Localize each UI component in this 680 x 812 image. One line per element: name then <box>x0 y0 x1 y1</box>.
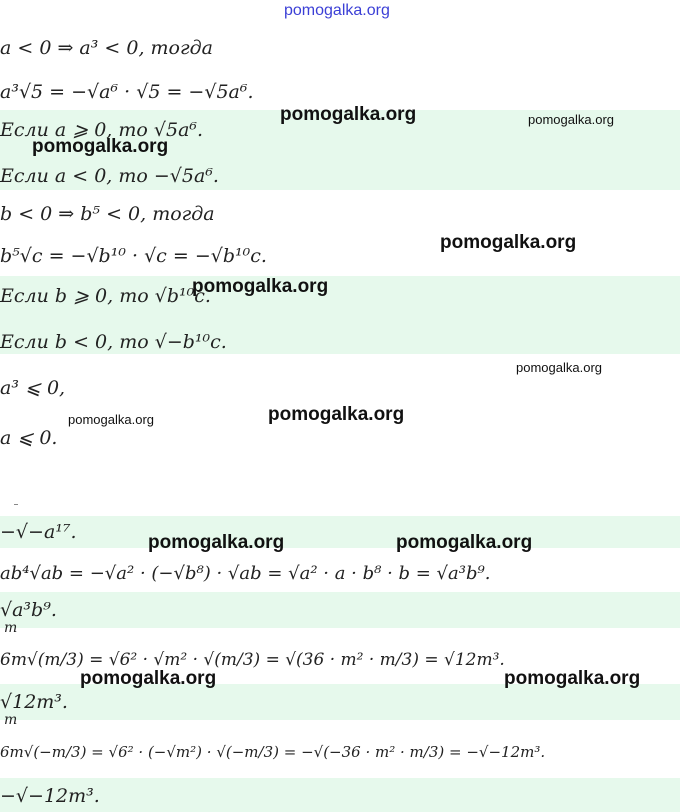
watermark: pomogalka.org <box>68 412 154 427</box>
m-fragment: m <box>4 620 18 636</box>
math-line: 6m√(−m/3) = √6² · (−√m²) · √(−m/3) = −√(−36 · m² · m/3) = −√−12m³. <box>0 743 546 761</box>
watermark: pomogalka.org <box>148 532 285 553</box>
math-line: 6m√(m/3) = √6² · √m² · √(m/3) = √(36 · m² · m/3) = √12m³. <box>0 650 505 670</box>
math-line: √12m³. <box>0 691 68 713</box>
answer-band <box>0 592 680 628</box>
math-line: a ⩽ 0. <box>0 427 58 449</box>
watermark: pomogalka.org <box>284 2 390 19</box>
watermark: pomogalka.org <box>192 276 329 297</box>
answer-band <box>0 778 680 812</box>
m-fragment: m <box>4 712 18 728</box>
math-line: −√−a¹⁷. <box>0 521 77 543</box>
math-line: a³√5 = −√a⁶ · √5 = −√5a⁶. <box>0 81 254 103</box>
watermark: pomogalka.org <box>504 668 641 689</box>
math-line: b⁵√c = −√b¹⁰ · √c = −√b¹⁰c. <box>0 245 267 267</box>
watermark: pomogalka.org <box>32 136 169 157</box>
watermark: pomogalka.org <box>516 360 602 375</box>
math-line: −√−12m³. <box>0 785 100 807</box>
math-line: Если a < 0, то −√5a⁶. <box>0 165 219 187</box>
math-line: Если b ⩾ 0, то √b¹⁰c. <box>0 285 211 307</box>
math-line: a < 0 ⇒ a³ < 0, тогда <box>0 37 213 59</box>
math-line: Если a ⩾ 0, то √5a⁶. <box>0 119 204 141</box>
watermark: pomogalka.org <box>396 532 533 553</box>
math-line: a³ ⩽ 0, <box>0 377 66 399</box>
math-line: b < 0 ⇒ b⁵ < 0, тогда <box>0 203 215 225</box>
math-line: √a³b⁹. <box>0 599 57 621</box>
watermark: pomogalka.org <box>268 404 405 425</box>
answer-band <box>0 516 680 548</box>
watermark: pomogalka.org <box>528 112 614 127</box>
watermark: pomogalka.org <box>440 232 577 253</box>
math-line: Если b < 0, то √−b¹⁰c. <box>0 331 227 353</box>
watermark: pomogalka.org <box>280 104 417 125</box>
watermark: pomogalka.org <box>80 668 217 689</box>
math-line: ab⁴√ab = −√a² · (−√b⁸) · √ab = √a² · a · b⁸ · b = √a³b⁹. <box>0 563 491 584</box>
small-dash <box>14 504 18 505</box>
